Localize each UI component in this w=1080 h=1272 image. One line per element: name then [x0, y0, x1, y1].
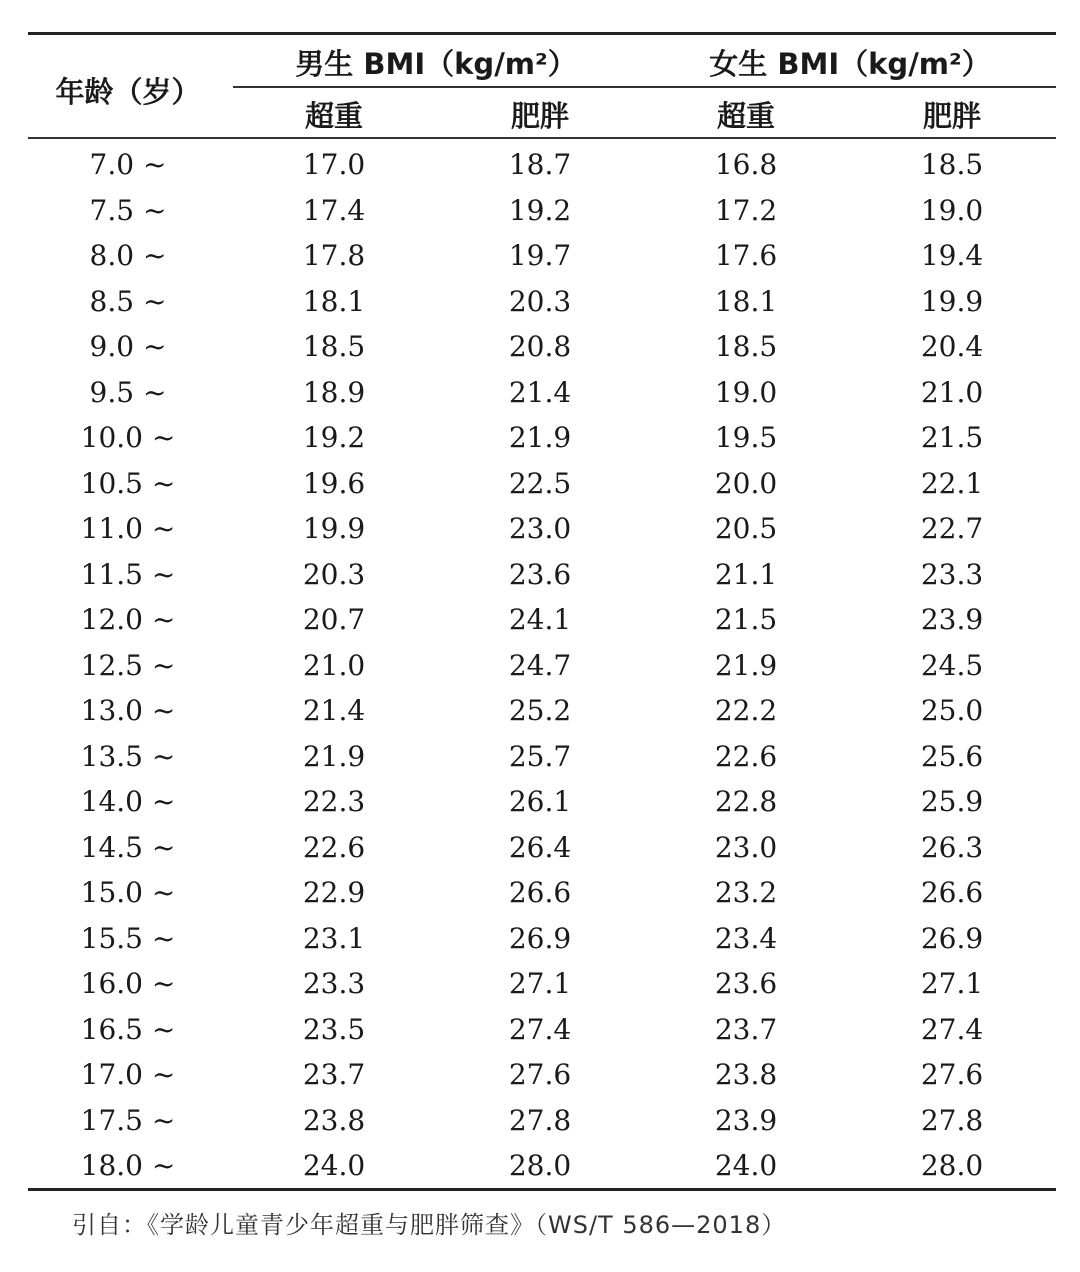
table-row [28, 1146, 1056, 1192]
table-row [28, 1010, 1056, 1056]
age-cell: 18.0 ~ [80, 1149, 176, 1182]
header-female-obese: 肥胖 [922, 99, 981, 133]
table-row [28, 1101, 1056, 1147]
male-obese-cell: 27.4 [508, 1012, 572, 1046]
male-overweight-cell: 17.0 [302, 148, 366, 181]
male-overweight-cell: 22.9 [302, 876, 366, 909]
male-obese-cell: 18.7 [508, 148, 572, 181]
male-overweight-cell: 21.9 [302, 739, 366, 773]
table-row [28, 236, 1056, 282]
male-obese-cell: 20.8 [508, 330, 572, 363]
male-overweight-cell: 21.4 [302, 694, 366, 727]
table-row [28, 282, 1056, 328]
male-overweight-cell: 23.7 [302, 1058, 366, 1091]
female-overweight-cell: 16.8 [714, 148, 778, 181]
female-overweight-cell: 17.6 [714, 239, 778, 272]
female-obese-cell: 20.4 [920, 330, 984, 363]
age-cell: 11.0 ~ [80, 512, 176, 545]
female-overweight-cell: 23.2 [714, 876, 778, 909]
header-female-bmi: 女生 BMI（kg/m²） [709, 47, 991, 81]
table-row [28, 555, 1056, 601]
female-overweight-cell: 22.8 [714, 785, 778, 818]
table-row [28, 873, 1056, 919]
male-overweight-cell: 18.9 [302, 375, 366, 409]
age-cell: 14.0 ~ [80, 785, 176, 818]
age-cell: 12.0 ~ [80, 603, 176, 636]
female-obese-cell: 18.5 [920, 148, 984, 181]
female-overweight-cell: 23.6 [714, 967, 778, 1000]
age-cell: 14.5 ~ [80, 830, 176, 864]
age-cell: 16.5 ~ [80, 1012, 176, 1046]
age-cell: 7.5 ~ [89, 193, 167, 227]
table-row [28, 600, 1056, 646]
table-row [28, 418, 1056, 464]
male-obese-cell: 19.2 [508, 193, 572, 227]
male-overweight-cell: 18.1 [302, 284, 366, 318]
table-row [28, 1055, 1056, 1101]
male-obese-cell: 23.0 [508, 512, 572, 545]
female-obese-cell: 23.9 [920, 603, 984, 636]
table-bottom-rule [28, 1188, 1056, 1191]
female-obese-cell: 25.9 [920, 785, 984, 818]
female-overweight-cell: 23.0 [714, 830, 778, 864]
male-overweight-cell: 21.0 [302, 648, 366, 682]
male-obese-cell: 27.1 [508, 967, 572, 1000]
male-obese-cell: 26.9 [508, 921, 572, 955]
age-cell: 17.5 ~ [80, 1103, 176, 1137]
table-row [28, 646, 1056, 692]
male-overweight-cell: 18.5 [302, 330, 366, 363]
table-row [28, 464, 1056, 510]
female-overweight-cell: 21.1 [714, 557, 778, 591]
male-overweight-cell: 17.4 [302, 193, 366, 227]
header-group-rule [233, 86, 1056, 88]
female-overweight-cell: 22.2 [714, 694, 778, 727]
female-obese-cell: 26.9 [920, 921, 984, 955]
male-overweight-cell: 17.8 [302, 239, 366, 272]
female-overweight-cell: 17.2 [714, 193, 778, 227]
table-body [28, 145, 1056, 1192]
female-overweight-cell: 24.0 [714, 1149, 778, 1182]
female-obese-cell: 19.4 [920, 239, 984, 272]
age-cell: 9.5 ~ [89, 375, 167, 409]
male-obese-cell: 26.1 [508, 785, 572, 818]
female-obese-cell: 26.6 [920, 876, 984, 909]
age-cell: 7.0 ~ [89, 148, 167, 181]
table-row [28, 373, 1056, 419]
female-obese-cell: 23.3 [920, 557, 984, 591]
male-obese-cell: 22.5 [508, 466, 572, 500]
female-overweight-cell: 21.5 [714, 603, 778, 636]
female-obese-cell: 22.7 [920, 512, 984, 545]
header-male-overweight: 超重 [304, 99, 363, 133]
header-male-obese: 肥胖 [510, 99, 569, 133]
age-cell: 13.0 ~ [80, 694, 176, 727]
age-cell: 15.5 ~ [80, 921, 176, 955]
male-obese-cell: 26.4 [508, 830, 572, 864]
female-overweight-cell: 18.1 [714, 284, 778, 318]
age-cell: 9.0 ~ [89, 330, 167, 363]
header-male-bmi: 男生 BMI（kg/m²） [295, 47, 577, 81]
female-obese-cell: 19.0 [920, 193, 984, 227]
female-obese-cell: 27.6 [920, 1058, 984, 1091]
male-overweight-cell: 20.7 [302, 603, 366, 636]
table-row [28, 191, 1056, 237]
female-obese-cell: 21.5 [920, 421, 984, 454]
male-overweight-cell: 19.6 [302, 466, 366, 500]
female-overweight-cell: 20.5 [714, 512, 778, 545]
male-obese-cell: 26.6 [508, 876, 572, 909]
female-overweight-cell: 21.9 [714, 648, 778, 682]
female-overweight-cell: 20.0 [714, 466, 778, 500]
female-obese-cell: 27.4 [920, 1012, 984, 1046]
female-overweight-cell: 19.0 [714, 375, 778, 409]
age-cell: 10.5 ~ [80, 466, 176, 500]
male-overweight-cell: 23.1 [302, 921, 366, 955]
table-row [28, 828, 1056, 874]
table-row [28, 691, 1056, 737]
source-citation: 引自：《学龄儿童青少年超重与肥胖筛查》（WS/T 586—2018） [72, 1211, 787, 1239]
male-overweight-cell: 22.6 [302, 830, 366, 864]
table-row [28, 145, 1056, 191]
male-overweight-cell: 23.5 [302, 1012, 366, 1046]
female-overweight-cell: 23.8 [714, 1058, 778, 1091]
table-row [28, 919, 1056, 965]
age-cell: 8.5 ~ [89, 284, 167, 318]
table-top-rule [28, 32, 1056, 35]
male-obese-cell: 24.7 [508, 648, 572, 682]
header-bottom-rule [28, 137, 1056, 139]
age-cell: 12.5 ~ [80, 648, 176, 682]
male-obese-cell: 21.9 [508, 421, 572, 454]
table-row [28, 782, 1056, 828]
female-overweight-cell: 22.6 [714, 739, 778, 773]
age-cell: 17.0 ~ [80, 1058, 176, 1091]
female-obese-cell: 25.0 [920, 694, 984, 727]
female-obese-cell: 19.9 [920, 284, 984, 318]
header-female-overweight: 超重 [716, 99, 775, 133]
male-overweight-cell: 19.9 [302, 512, 366, 545]
table-row [28, 509, 1056, 555]
female-obese-cell: 26.3 [920, 830, 984, 864]
male-overweight-cell: 24.0 [302, 1149, 366, 1182]
male-obese-cell: 21.4 [508, 375, 572, 409]
age-cell: 11.5 ~ [80, 557, 176, 591]
age-cell: 13.5 ~ [80, 739, 176, 773]
age-cell: 10.0 ~ [80, 421, 176, 454]
male-overweight-cell: 19.2 [302, 421, 366, 454]
female-obese-cell: 22.1 [920, 466, 984, 500]
female-overweight-cell: 23.7 [714, 1012, 778, 1046]
female-obese-cell: 21.0 [920, 375, 984, 409]
male-obese-cell: 25.7 [508, 739, 572, 773]
header-age: 年龄（岁） [55, 75, 201, 109]
table-row [28, 327, 1056, 373]
female-obese-cell: 28.0 [920, 1149, 984, 1182]
male-overweight-cell: 23.3 [302, 967, 366, 1000]
female-obese-cell: 27.1 [920, 967, 984, 1000]
female-overweight-cell: 23.9 [714, 1103, 778, 1137]
table-row [28, 964, 1056, 1010]
male-obese-cell: 19.7 [508, 239, 572, 272]
male-obese-cell: 27.6 [508, 1058, 572, 1091]
age-cell: 8.0 ~ [89, 239, 167, 272]
female-overweight-cell: 23.4 [714, 921, 778, 955]
age-cell: 16.0 ~ [80, 967, 176, 1000]
male-obese-cell: 23.6 [508, 557, 572, 591]
male-obese-cell: 24.1 [508, 603, 572, 636]
female-obese-cell: 24.5 [920, 648, 984, 682]
male-overweight-cell: 22.3 [302, 785, 366, 818]
female-overweight-cell: 18.5 [714, 330, 778, 363]
female-obese-cell: 25.6 [920, 739, 984, 773]
female-obese-cell: 27.8 [920, 1103, 984, 1137]
male-overweight-cell: 20.3 [302, 557, 366, 591]
female-overweight-cell: 19.5 [714, 421, 778, 454]
male-obese-cell: 27.8 [508, 1103, 572, 1137]
male-obese-cell: 25.2 [508, 694, 572, 727]
table-row [28, 737, 1056, 783]
age-cell: 15.0 ~ [80, 876, 176, 909]
male-obese-cell: 20.3 [508, 284, 572, 318]
male-obese-cell: 28.0 [508, 1149, 572, 1182]
male-overweight-cell: 23.8 [302, 1103, 366, 1137]
